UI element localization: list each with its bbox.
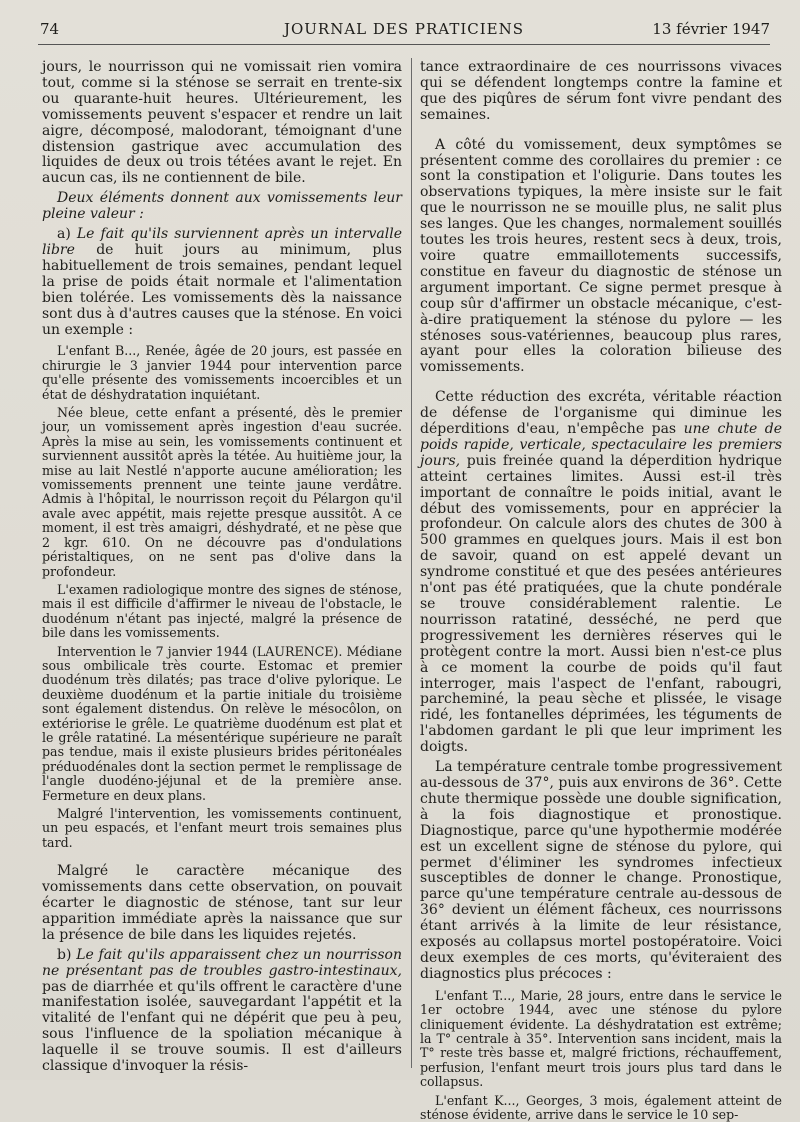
column-divider (411, 58, 412, 1068)
paragraph-element-b: b) Le fait qu'ils apparaissent chez un nourrisson ne présentant pas de troubles gastro-intestinaux, pas de diarrhée et qu'ils offrent le caractère d'une manifestation isolée, sauvegardant l'appétit et la vitalité de l'enfant qui ne dépérit que peu à peu, sous l'influence de la spoliation mécanique à laquelle il se trouve soumis. Il est d'ailleurs classique d'invoquer la résis- (42, 946, 402, 1075)
observation-k-georges: L'enfant K..., Georges, 3 mois, également atteint de sténose évidente, arrive dans le service le 10 sep- (420, 1092, 782, 1122)
observation-b-intervention: Intervention le 7 janvier 1944 (LAURENCE). Médiane sous ombilicale très courte. Estomac et premier duodénum très dilatés; pas trace d'olive pylorique. Le deuxième duodénum et la partie initiale du troisième sont également distendus. On relève le mésocôlon, on extériorise le grêle. Le quatrième duodénum est plat et le grêle ratatiné. La mésentérique supérieure ne paraît pas tendue, mais il existe plusieurs brides péritonéales préduodénales dont la section permet le remplissage de l'angle duodéno-jéjunal et de la première anse. Fermeture en deux plans. (42, 643, 402, 803)
right-column (420, 59, 782, 1122)
observation-t-marie: L'enfant T..., Marie, 28 jours, entre dans le service le 1er octobre 1944, avec une sténose du pylore cliniquement évidente. La déshydratation est extrême; la T° centrale à 35°. Intervention sans incident, mais la T° reste très basse et, malgré frictions, réchauffement, perfusion, l'enfant meurt trois jours plus tard dans le collapsus. (420, 987, 782, 1090)
paragraph-vomiting-continuation: jours, le nourrisson qui ne vomissait rien vomira tout, comme si la sténose se serrait en trente-six ou quarante-huit heures. Ultérieurement, les vomissements peuvent s'espacer et rendre un lait aigre, décomposé, malodorant, témoignant d'une distension gastrique avec accumulation des liquides de deux ou trois tétées avant le rejet. En aucun cas, ils ne contiennent de bile. (42, 59, 402, 187)
section-heading-two-elements: Deux éléments donnent aux vomissements leur pleine valeur : (42, 190, 402, 223)
journal-title: JOURNAL DES PRATICIENS (283, 20, 525, 38)
observation-b-radiology: L'examen radiologique montre des signes de sténose, mais il est difficile d'affirmer le niveau de l'obstacle, le duodénum n'étant pas injecté, malgré la présence de bile dans les vomissements. (42, 581, 402, 641)
left-column (42, 59, 402, 1075)
paragraph-diagnosis-excluded: Malgré le caractère mécanique des vomissements dans cette observation, on pouvait écarter le diagnostic de sténose, tant sur leur apparition immédiate après la naissance que sur la présence de bile dans les liquides rejetés. (42, 863, 402, 943)
observation-b-history: Née bleue, cette enfant a présenté, dès le premier jour, un vomissement après ingestion d'eau sucrée. Après la mise au sein, les vomissements continuent et surviennent aussitôt après la tétée. Au huitième jour, la mise au lait Nestlé n'apporte aucune amélioration; les vomissements prennent une teinte jaune verdâtre. Admis à l'hôpital, le nourrisson reçoit du Pélargon qu'il avale avec appétit, mais rejette presque aussitôt. A ce moment, il est très amaigri, déshydraté, et ne pèse que 2 kgr. 610. On ne découvre pas d'ondulations péristaltiques, on ne sent pas d'olive dans la profondeur. (42, 405, 402, 579)
paragraph-constipation-oliguria: A côté du vomissement, deux symptômes se présentent comme des corollaires du premier : ce sont la constipation et l'oligurie. Dans toutes les observations typiques, la mère insiste sur le fait que le nourrisson ne se mouille plus, ne salit plus ses langes. Que les changes, normalement souillés toutes les trois heures, restent secs à deux, trois, voire quatre emmaillotements successifs, constitue en faveur du diagnostic de sténose un argument important. Ce signe permet presque à coup sûr d'affirmer un obstacle mécanique, c'est-à-dire pratiquement la sténose du pylore — les sténoses sous-vatériennes, beaucoup plus rares, ayant pour elles la coloration bilieuse des vomissements. (420, 136, 782, 376)
paragraph-temperature: La température centrale tombe progressivement au-dessous de 37°, puis aux environs de 36°. Cette chute thermique possède une double signification, à la fois diagnostique et pronostique. Diagnostique, parce qu'une hypothermie modérée est un excellent signe de sténose du pylore, qui permet d'éliminer les syndromes infectieux susceptibles de donner le change. Pronostique, parce qu'une température centrale au-dessous de 36° devient un élément fâcheux, ces nourrissons étant arrivés à la limite de leur résistance, exposés au collapsus mortel postopératoire. Voici deux exemples de ces morts, qu'éviteraient des diagnostics plus précoces : (420, 759, 782, 982)
paragraph-weight-loss: Cette réduction des excréta, véritable réaction de défense de l'organisme qui diminue les déperditions d'eau, n'empêche pas une chute de poids rapide, verticale, spectaculaire les premiers jours, puis freinée quand la déperdition hydrique atteint certaines limites. Aussi est-il très important de connaître le poids initial, avant le début des vomissements, pour en apprécier la profondeur. On calcule alors des chutes de 300 à 500 grammes en quelques jours. Mais il est bon de savoir, quand on est appelé devant un syndrome constitué et que des pesées antérieures n'ont pas été pratiquées, que la chute pondérale se trouve considérablement ralentie. Le nourrisson ratatiné, desséché, ne perd que progressivement les dernières réserves qui le protègent contre la mort. Aussi bien n'est-ce plus à ce moment la courbe de poids qu'il faut interroger, mais l'aspect de l'enfant, rabougri, parcheminé, la peau sèche et plissée, le visage ridé, les fontanelles déprimées, les téguments de l'abdomen gardant le pli que leur impriment les doigts. (420, 389, 782, 756)
observation-b-intro: L'enfant B..., Renée, âgée de 20 jours, est passée en chirurgie le 3 janvier 1944 pour intervention parce qu'elle présente des vomissements incoercibles et un état de déshydratation inquiétant. (42, 343, 402, 402)
paragraph-element-a: a) Le fait qu'ils surviennent après un intervalle libre de huit jours au minimum, plus habituellement de trois semaines, pendant lequel la prise de poids était normale et l'alimentation bien tolérée. Les vomissements dès la naissance sont dus à d'autres causes que la sténose. En voici un exemple : (42, 226, 402, 338)
page-number: 74 (40, 20, 60, 38)
observation-b-outcome: Malgré l'intervention, les vomissements continuent, un peu espacés, et l'enfant meurt trois semaines plus tard. (42, 806, 402, 850)
paragraph-resistance: tance extraordinaire de ces nourrissons vivaces qui se défendent longtemps contre la famine et que des piqûres de sérum font vivre pendant des semaines. (420, 59, 782, 123)
issue-date: 13 février 1947 (652, 20, 770, 38)
running-header (38, 14, 770, 45)
